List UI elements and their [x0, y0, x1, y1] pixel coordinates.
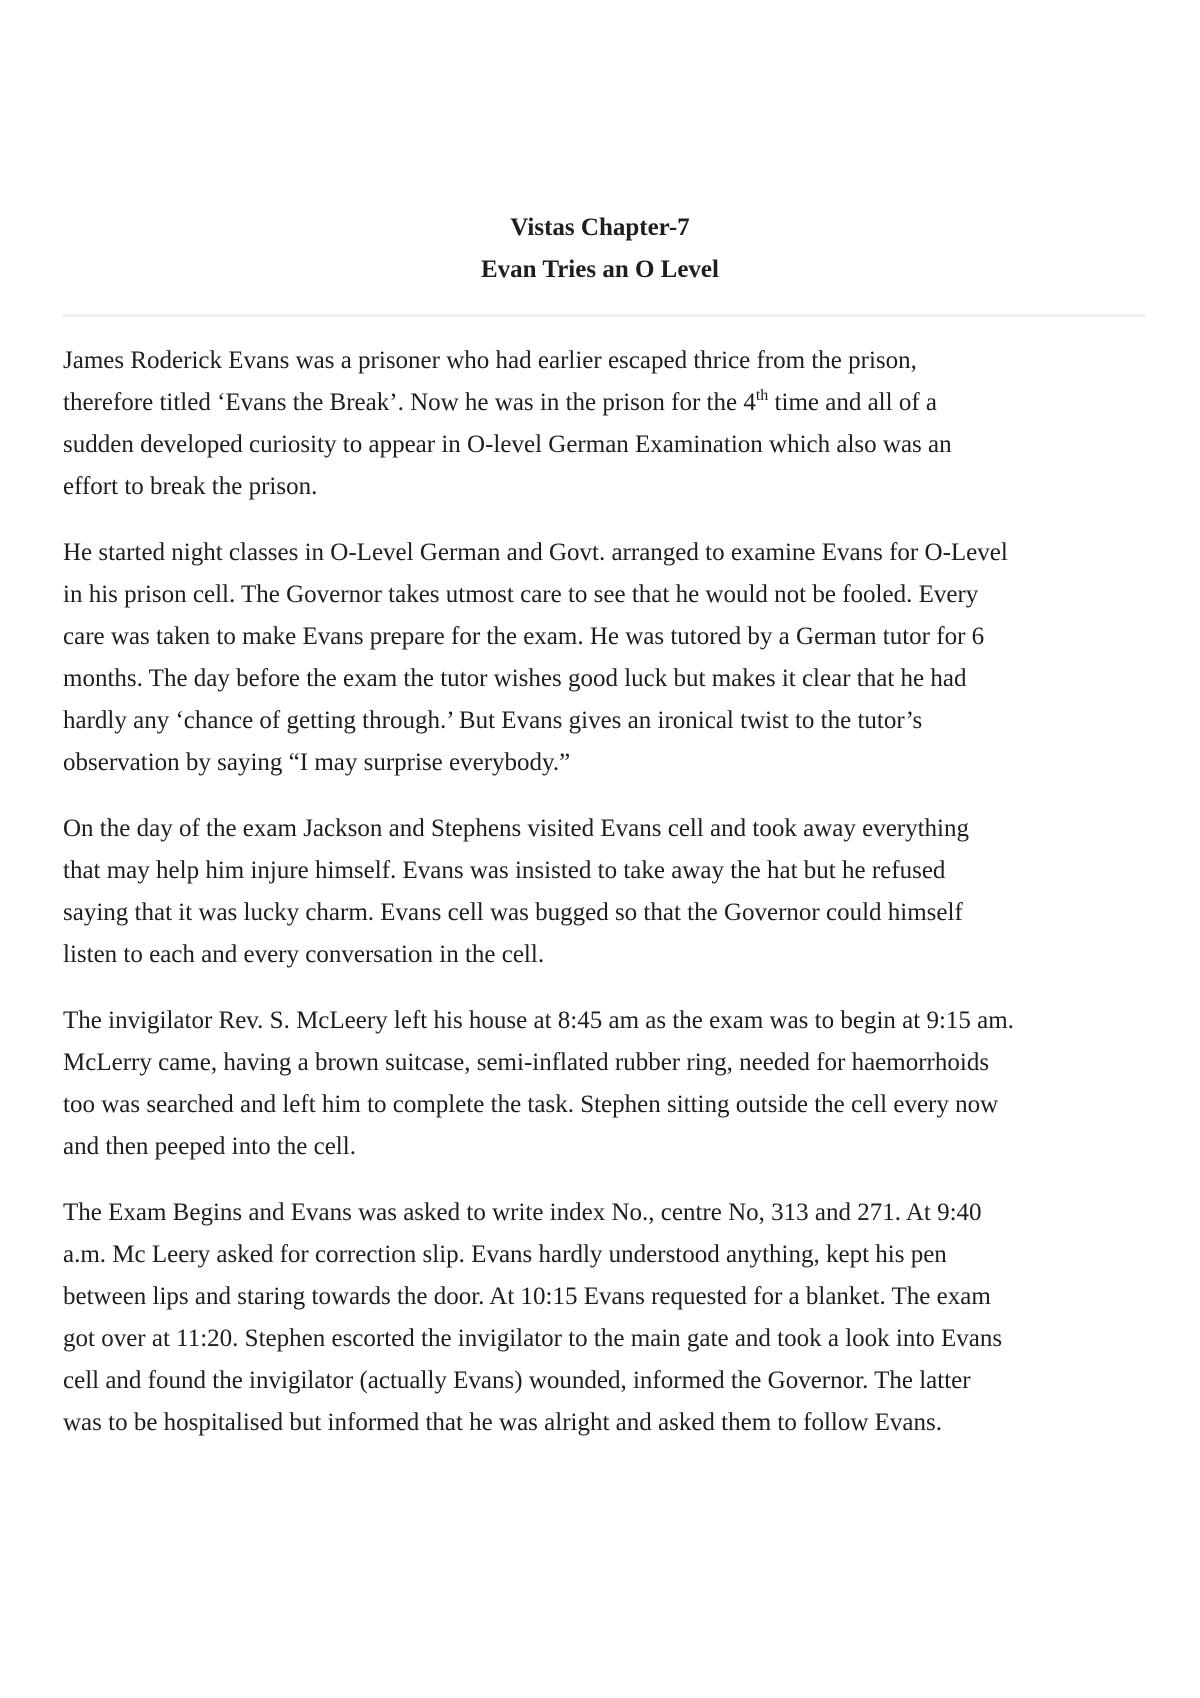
- text-line: months. The day before the exam the tutor wishes good luck but makes it clear that he had: [63, 665, 967, 692]
- text-line: The Exam Begins and Evans was asked to write index No., centre No, 313 and 271. At 9:40: [63, 1199, 982, 1226]
- text-line: saying that it was lucky charm. Evans cell was bugged so that the Governor could himself: [63, 899, 963, 926]
- superscript: th: [755, 387, 769, 404]
- text-line: that may help him injure himself. Evans was insisted to take away the hat but he refused: [63, 857, 946, 884]
- text-line: between lips and staring towards the door. At 10:15 Evans requested for a blanket. The exam: [63, 1283, 991, 1310]
- paragraph-1: [63, 340, 1153, 508]
- text-line: sudden developed curiosity to appear in O-level German Examination which also was an: [63, 431, 952, 458]
- document-subtitle: Evan Tries an O Level: [481, 256, 719, 283]
- text-line: James Roderick Evans was a prisoner who had earlier escaped thrice from the prison,: [63, 347, 917, 374]
- text-line: cell and found the invigilator (actually Evans) wounded, informed the Governor. The latter: [63, 1367, 971, 1394]
- text-line: observation by saying “I may surprise everybody.”: [63, 749, 571, 776]
- text-line: [63, 382, 1153, 424]
- divider: [63, 314, 1145, 317]
- paragraph-4: [63, 1000, 1153, 1168]
- text-line: a.m. Mc Leery asked for correction slip. Evans hardly understood anything, kept his pen: [63, 1241, 947, 1268]
- text-fragment: time and all of a: [768, 389, 937, 416]
- text-line: and then peeped into the cell.: [63, 1133, 356, 1160]
- text-line: listen to each and every conversation in the cell.: [63, 941, 545, 968]
- text-line: too was searched and left him to complete the task. Stephen sitting outside the cell every now: [63, 1091, 999, 1118]
- text-line: hardly any ‘chance of getting through.’ But Evans gives an ironical twist to the tutor’s: [63, 707, 923, 734]
- text-line: McLerry came, having a brown suitcase, semi-inflated rubber ring, needed for haemorrhoids: [63, 1049, 990, 1076]
- text-line: in his prison cell. The Governor takes utmost care to see that he would not be fooled. Every: [63, 581, 979, 608]
- paragraph-2: [63, 532, 1153, 784]
- text-line: effort to break the prison.: [63, 473, 318, 500]
- text-line: He started night classes in O-Level German and Govt. arranged to examine Evans for O-Level: [63, 539, 1008, 566]
- text-fragment: therefore titled ‘Evans the Break’. Now he was in the prison for the 4: [63, 389, 756, 416]
- paragraph-3: [63, 808, 1153, 976]
- document-title: Vistas Chapter-7: [510, 214, 690, 241]
- text-line: On the day of the exam Jackson and Stephens visited Evans cell and took away everything: [63, 815, 970, 842]
- text-line: The invigilator Rev. S. McLeery left his house at 8:45 am as the exam was to begin at 9:15 am.: [63, 1007, 1014, 1034]
- paragraph-5: [63, 1192, 1153, 1444]
- text-line: care was taken to make Evans prepare for the exam. He was tutored by a German tutor for 6: [63, 623, 985, 650]
- text-line: was to be hospitalised but informed that he was alright and asked them to follow Evans.: [63, 1409, 942, 1436]
- text-line: got over at 11:20. Stephen escorted the invigilator to the main gate and took a look into Evans: [63, 1325, 1003, 1352]
- document-body: [63, 340, 1153, 1468]
